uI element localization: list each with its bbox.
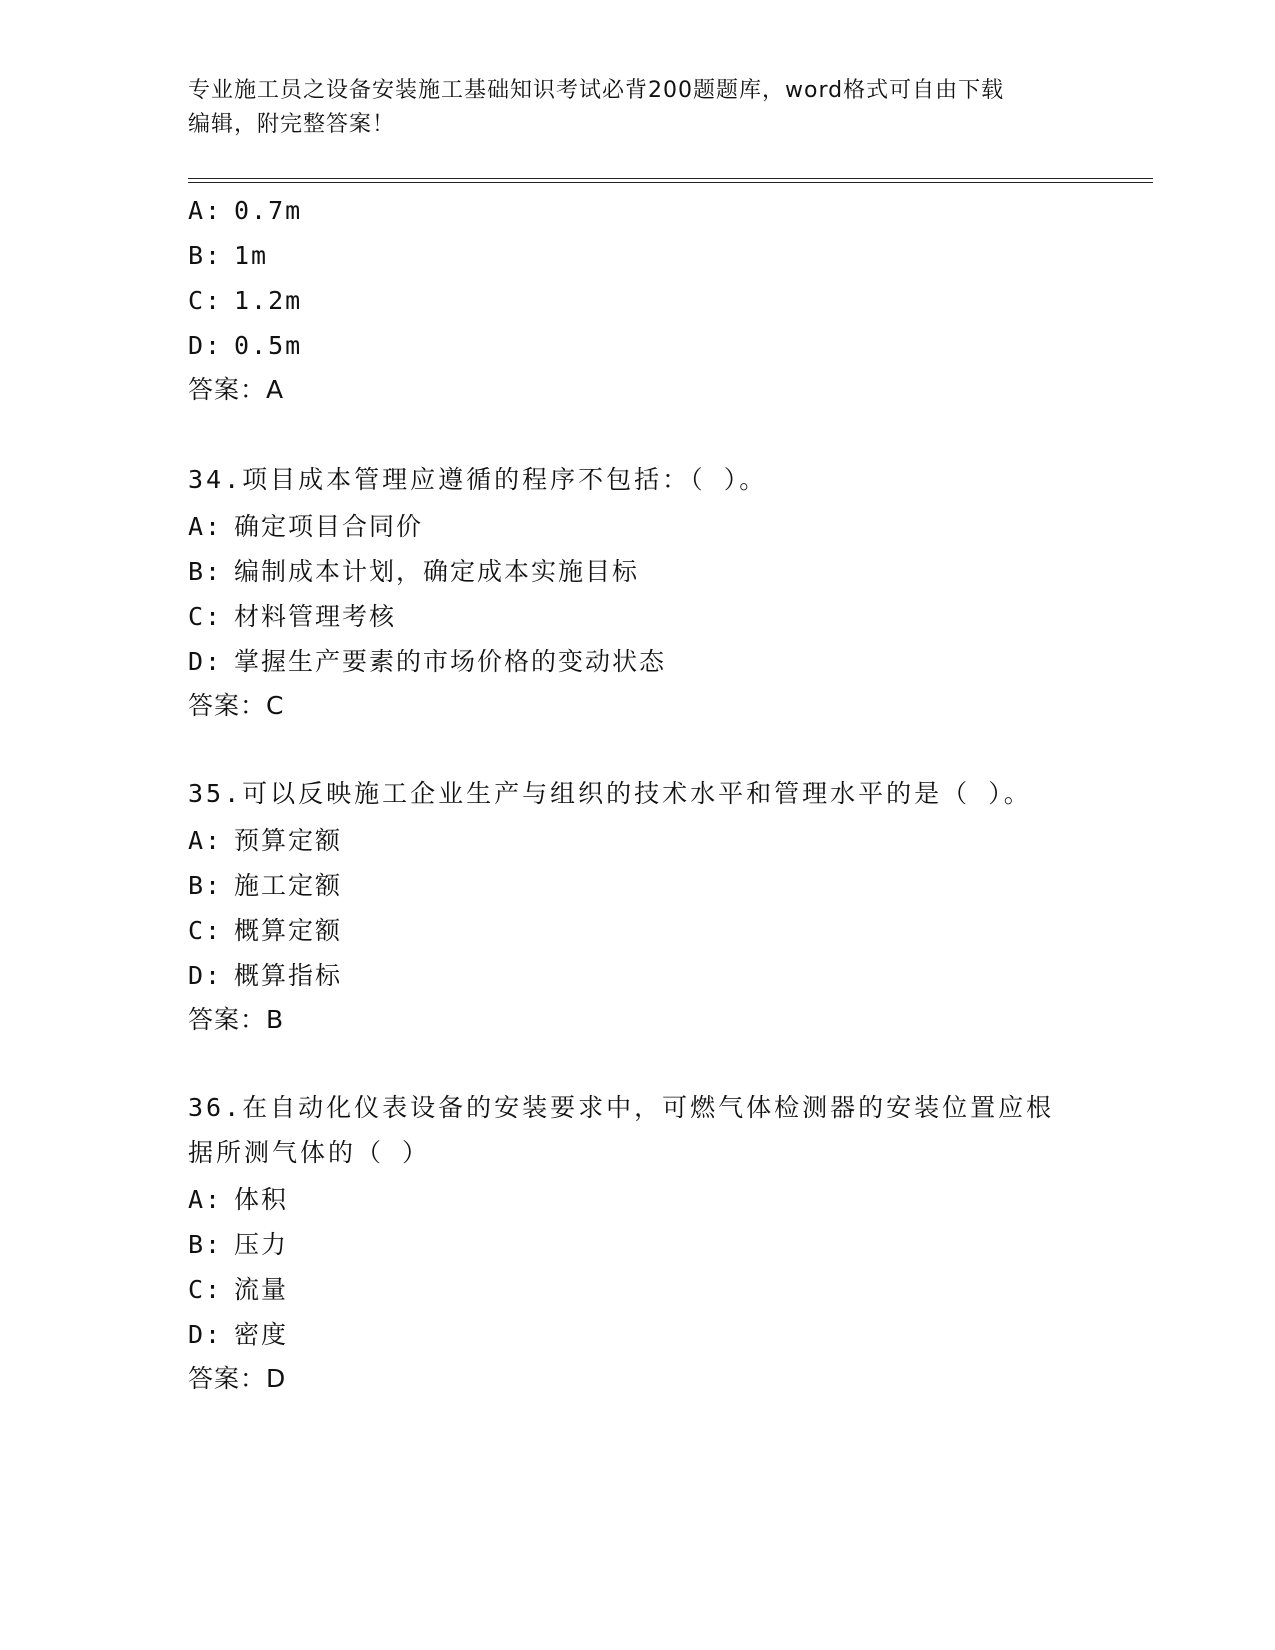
option-text: 概算指标 <box>234 961 343 990</box>
option-label: B: <box>188 241 223 270</box>
header-line-1: 专业施工员之设备安装施工基础知识考试必背200题题库，word格式可自由下载 <box>188 78 1005 103</box>
option-text: 压力 <box>234 1230 289 1259</box>
option-d <box>188 1319 288 1351</box>
option-text: 0.7m <box>234 196 303 225</box>
answer-line: 答案：A <box>188 375 285 404</box>
answer-line: 答案：D <box>188 1364 287 1393</box>
option-text: 1m <box>234 241 269 270</box>
option-b <box>188 1229 288 1261</box>
header-divider-top <box>188 178 1153 179</box>
header-line-2: 编辑，附完整答案！ <box>188 112 396 137</box>
option-c <box>188 915 342 947</box>
option-text: 1.2m <box>234 286 303 315</box>
option-c <box>188 1274 288 1306</box>
answer-line: 答案：C <box>188 691 285 720</box>
option-b <box>188 240 268 272</box>
answer-line: 答案：B <box>188 1005 285 1034</box>
option-a <box>188 511 423 543</box>
option-label: C: <box>188 916 223 945</box>
option-d <box>188 646 666 678</box>
option-c <box>188 601 396 633</box>
option-b <box>188 870 342 902</box>
option-label: D: <box>188 1320 223 1349</box>
option-label: C: <box>188 602 223 631</box>
option-text: 密度 <box>234 1320 289 1349</box>
option-text: 流量 <box>234 1275 289 1304</box>
option-label: A: <box>188 826 223 855</box>
option-text: 编制成本计划，确定成本实施目标 <box>234 557 640 586</box>
option-label: C: <box>188 1275 223 1304</box>
option-label: D: <box>188 961 223 990</box>
option-text: 掌握生产要素的市场价格的变动状态 <box>234 647 667 676</box>
option-b <box>188 556 639 588</box>
option-label: C: <box>188 286 223 315</box>
option-d <box>188 330 302 362</box>
option-text: 施工定额 <box>234 871 343 900</box>
option-text: 概算定额 <box>234 916 343 945</box>
option-label: A: <box>188 1185 223 1214</box>
option-label: A: <box>188 512 223 541</box>
option-a <box>188 825 342 857</box>
question-stem: 34.项目成本管理应遵循的程序不包括：（ ）。 <box>188 465 768 494</box>
option-a <box>188 1184 288 1216</box>
option-label: B: <box>188 871 223 900</box>
header-divider-bottom <box>188 182 1153 183</box>
option-label: B: <box>188 557 223 586</box>
option-label: A: <box>188 196 223 225</box>
option-text: 体积 <box>234 1185 289 1214</box>
option-text: 材料管理考核 <box>234 602 397 631</box>
option-d <box>188 960 342 992</box>
option-text: 确定项目合同价 <box>234 512 424 541</box>
question-stem: 36.在自动化仪表设备的安装要求中，可燃气体检测器的安装位置应根据所测气体的（ ） <box>188 1093 1055 1167</box>
document-header <box>188 74 1088 142</box>
option-label: B: <box>188 1230 223 1259</box>
question-stem: 35.可以反映施工企业生产与组织的技术水平和管理水平的是（ ）。 <box>188 779 1032 808</box>
option-c <box>188 285 302 317</box>
option-a <box>188 195 302 227</box>
option-label: D: <box>188 647 223 676</box>
option-text: 0.5m <box>234 331 303 360</box>
option-text: 预算定额 <box>234 826 343 855</box>
option-label: D: <box>188 331 223 360</box>
